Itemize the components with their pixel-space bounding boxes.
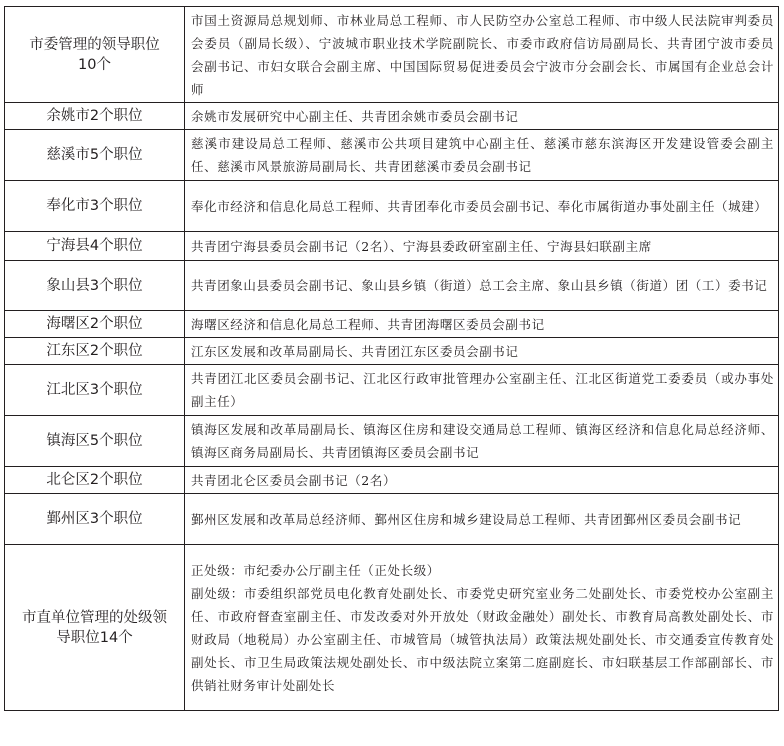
table-row	[5, 338, 779, 365]
table-row	[5, 467, 779, 494]
table-row	[5, 261, 779, 311]
row-label-ninghai: 宁海县4个职位	[5, 232, 185, 261]
row-label-zhenhai: 镇海区5个职位	[5, 416, 185, 467]
positions-table	[4, 6, 779, 711]
row-label-cixi: 慈溪市5个职位	[5, 130, 185, 181]
row-content-haishu: 海曙区经济和信息化局总工程师、共青团海曙区委员会副书记	[185, 311, 779, 338]
row-content-municipal: 市国土资源局总规划师、市林业局总工程师、市人民防空办公室总工程师、市中级人民法院审判委员会委员（副局长级）、宁波城市职业技术学院副院长、市委市政府信访局副局长、共青团宁波市委员会副书记、市妇女联合会副主席、中国国际贸易促进委员会宁波市分会副会长、市属国有企业总会计师	[185, 7, 779, 103]
row-content-yuyao: 余姚市发展研究中心副主任、共青团余姚市委员会副书记	[185, 103, 779, 130]
row-content-ninghai: 共青团宁海县委员会副书记（2名）、宁海县委政研室副主任、宁海县妇联副主席	[185, 232, 779, 261]
table-row	[5, 181, 779, 232]
row-content-jiangdong: 江东区发展和改革局副局长、共青团江东区委员会副书记	[185, 338, 779, 365]
table-row	[5, 7, 779, 103]
table-row	[5, 130, 779, 181]
row-label-jiangdong: 江东区2个职位	[5, 338, 185, 365]
row-content-fenghua: 奉化市经济和信息化局总工程师、共青团奉化市委员会副书记、奉化市属街道办事处副主任（城建）	[185, 181, 779, 232]
row-content-cixi: 慈溪市建设局总工程师、慈溪市公共项目建筑中心副主任、慈溪市慈东滨海区开发建设管委会副主任、慈溪市风景旅游局副局长、共青团慈溪市委员会副书记	[185, 130, 779, 181]
table-row	[5, 545, 779, 711]
row-label-municipal: 市委管理的领导职位10个	[5, 7, 185, 103]
row-label-fenghua: 奉化市3个职位	[5, 181, 185, 232]
table-row	[5, 311, 779, 338]
table-row	[5, 494, 779, 545]
row-content-jiangbei: 共青团江北区委员会副书记、江北区行政审批管理办公室副主任、江北区街道党工委委员（或办事处副主任）	[185, 365, 779, 416]
row-label-haishu: 海曙区2个职位	[5, 311, 185, 338]
table-row	[5, 232, 779, 261]
table-row	[5, 365, 779, 416]
row-label-beilun: 北仑区2个职位	[5, 467, 185, 494]
row-content-city-units	[185, 545, 779, 711]
row-label-city-units: 市直单位管理的处级领导职位14个	[5, 545, 185, 711]
row-label-xiangshan: 象山县3个职位	[5, 261, 185, 311]
row-label-yuyao: 余姚市2个职位	[5, 103, 185, 130]
row-content-zhenhai: 镇海区发展和改革局副局长、镇海区住房和建设交通局总工程师、镇海区经济和信息化局总经济师、镇海区商务局副局长、共青团镇海区委员会副书记	[185, 416, 779, 467]
positions-table-wrapper	[4, 6, 779, 711]
table-row	[5, 103, 779, 130]
content-line-senior: 正处级：市纪委办公厅副主任（正处长级）	[191, 562, 440, 578]
row-content-yinzhou: 鄞州区发展和改革局总经济师、鄞州区住房和城乡建设局总工程师、共青团鄞州区委员会副书记	[185, 494, 779, 545]
row-content-beilun: 共青团北仑区委员会副书记（2名）	[185, 467, 779, 494]
content-line-deputy: 副处级：市委组织部党员电化教育处副处长、市委党史研究室业务二处副处长、市委党校办公室副主任、市政府督查室副主任、市发改委对外开放处（财政金融处）副处长、市教育局高教处副处长、市财政局（地税局）办公室副主任、市城管局（城管执法局）政策法规处副处长、市交通委宣传教育处副处长、市卫生局政策法规处副处长、市中级法院立案第二庭副庭长、市妇联基层工作部副部长、市供销社财务审计处副处长	[191, 585, 774, 693]
row-label-yinzhou: 鄞州区3个职位	[5, 494, 185, 545]
row-label-jiangbei: 江北区3个职位	[5, 365, 185, 416]
table-row	[5, 416, 779, 467]
row-content-xiangshan: 共青团象山县委员会副书记、象山县乡镇（街道）总工会主席、象山县乡镇（街道）团（工）委书记	[185, 261, 779, 311]
